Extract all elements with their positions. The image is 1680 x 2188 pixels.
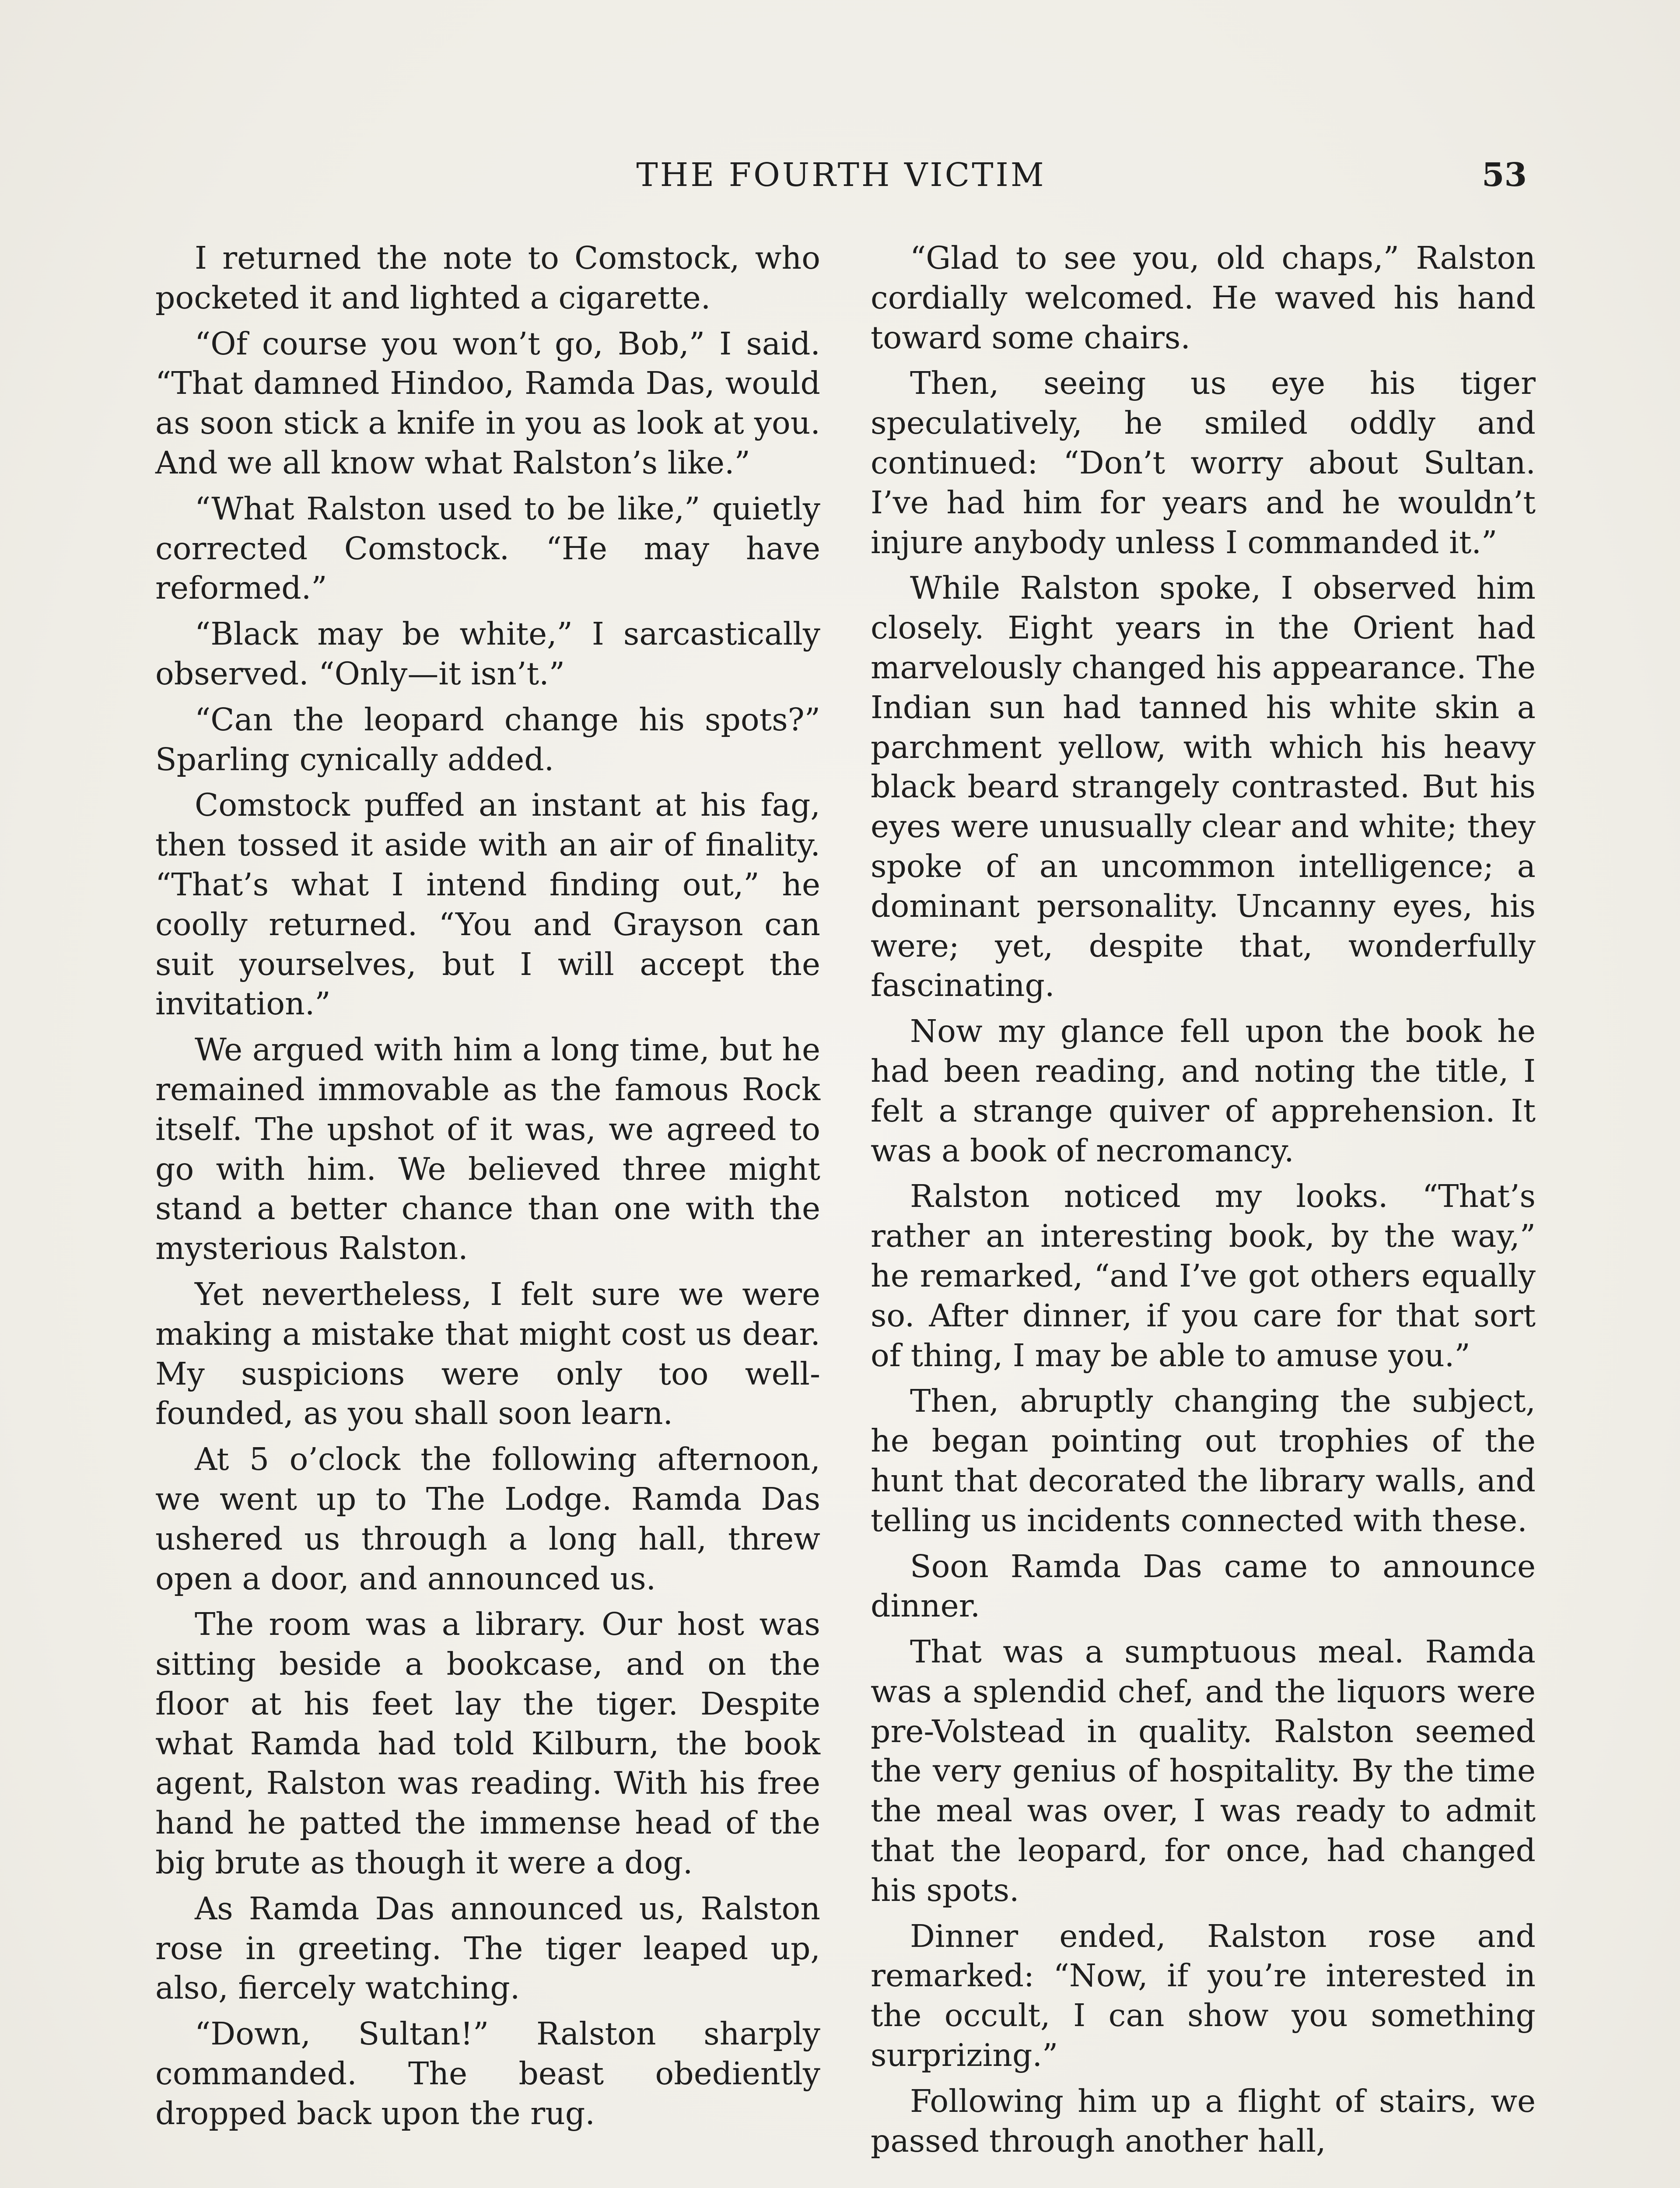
paragraph: Now my glance fell upon the book he had been reading, and noting the title, I felt a strange quiver of apprehension. It was a book of necromancy. (871, 1013, 1536, 1169)
paragraph: “Glad to see you, old chaps,” Ralston cordially welcomed. He waved his hand toward some chairs. (871, 240, 1536, 356)
page-number: 53 (1482, 156, 1527, 194)
paragraph: Comstock puffed an instant at his fag, then tossed it aside with an air of finality. “That’s what I intend finding out,” he coolly returned. “You and Grayson can suit yourselves, but I will accept the invitation.” (155, 787, 820, 1022)
paragraph: Then, abruptly changing the subject, he began pointing out trophies of the hunt that decorated the library walls, and telling us incidents connected with these. (871, 1383, 1536, 1539)
paragraph: “Down, Sultan!” Ralston sharply commanded. The beast obediently dropped back upon the rug. (155, 2016, 820, 2132)
left-column (155, 238, 820, 2140)
paragraph: Dinner ended, Ralston rose and remarked: “Now, if you’re interested in the occult, I can show you something surprizing.” (871, 1918, 1536, 2074)
paragraph: “Of course you won’t go, Bob,” I said. “That damned Hindoo, Ramda Das, would as soon stick a knife in you as look at you. And we all know what Ralston’s like.” (155, 325, 820, 481)
paragraph: I returned the note to Comstock, who pocketed it and lighted a cigarette. (155, 240, 820, 316)
paragraph: “Can the leopard change his spots?” Sparling cynically added. (155, 701, 820, 778)
paragraph: While Ralston spoke, I observed him closely. Eight years in the Orient had marvelously changed his appearance. The Indian sun had tanned his white skin a parchment yellow, with which his heavy black beard strangely contrasted. But his eyes were unusually clear and white; they spoke of an uncommon intelligence; a dominant personality. Uncanny eyes, his were; yet, despite that, wonderfully fascinating. (871, 570, 1536, 1004)
running-head (155, 149, 1527, 201)
paragraph: Following him up a flight of stairs, we passed through another hall, (871, 2083, 1536, 2159)
paragraph: As Ramda Das announced us, Ralston rose in greeting. The tiger leaped up, also, fiercely watching. (155, 1890, 820, 2006)
paragraph: We argued with him a long time, but he remained immovable as the famous Rock itself. The upshot of it was, we agreed to go with him. We believed three might stand a better chance than one with the mysterious Ralston. (155, 1031, 820, 1267)
paragraph: “What Ralston used to be like,” quietly corrected Comstock. “He may have reformed.” (155, 490, 820, 607)
paragraph: Yet nevertheless, I felt sure we were making a mistake that might cost us dear. My suspicions were only too well-founded, as you shall soon learn. (155, 1276, 820, 1432)
paragraph: At 5 o’clock the following afternoon, we went up to The Lodge. Ramda Das ushered us through a long hall, threw open a door, and announced us. (155, 1441, 820, 1597)
paragraph: Then, seeing us eye his tiger speculatively, he smiled oddly and continued: “Don’t worry about Sultan. I’ve had him for years and he wouldn’t injure anybody unless I commanded it.” (871, 365, 1536, 561)
paragraph: The room was a library. Our host was sitting beside a bookcase, and on the floor at his feet lay the tiger. Despite what Ramda had told Kilburn, the book agent, Ralston was reading. With his free hand he patted the immense head of the big brute as though it were a dog. (155, 1606, 820, 1881)
running-title: THE FOURTH VICTIM (636, 156, 1046, 194)
paragraph: Ralston noticed my looks. “That’s rather an interesting book, by the way,” he remarked, “and I’ve got others equally so. After dinner, if you care for that sort of thing, I may be able to amuse you.” (871, 1178, 1536, 1374)
paragraph: Soon Ramda Das came to announce dinner. (871, 1548, 1536, 1624)
right-column (871, 238, 1536, 2167)
paragraph: That was a sumptuous meal. Ramda was a splendid chef, and the liquors were pre-Volstead in quality. Ralston seemed the very genius of hospitality. By the time the meal was over, I was ready to admit that the leopard, for once, had changed his spots. (871, 1634, 1536, 1908)
paragraph: “Black may be white,” I sarcastically observed. “Only—it isn’t.” (155, 616, 820, 692)
